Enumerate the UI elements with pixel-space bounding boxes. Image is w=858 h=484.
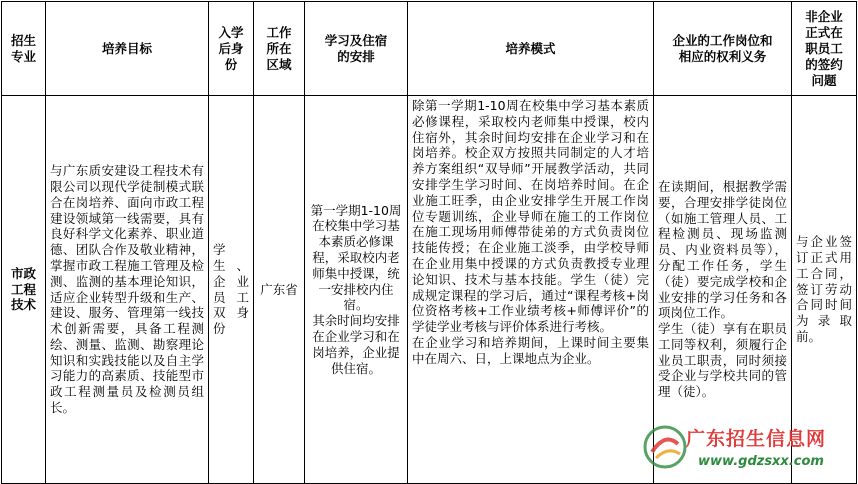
- cell-area: 广东省: [254, 96, 305, 484]
- header-area: 工作 所在 区域: [254, 2, 305, 96]
- watermark-brand: 广东招生信息网: [686, 428, 827, 450]
- header-major: 招生 专业: [2, 2, 46, 96]
- watermark-logo-icon: [642, 424, 688, 470]
- cell-mode: 除第一学期1-10周在校集中学习基本素质必修课程，采取校内老师集中授课，校内住宿外，其余时间均安排在企业学习和在岗培养。校企双方按照共同制定的人才培养方案组织“双导师”开展教学活动，共同安排学生学习时间、在岗培养时间。在企业施工旺季，由企业安排学生开展工作岗位专题训练，企业导师在施工的工作岗位在施工现场用师傅带徒弟的方式负责岗位技能传授；在企业施工淡季，由学校导师在企业用集中授课的方式负责教授专业理论知识、技术与基本技能。学生（徒）完成规定课程的学习后，通过“课程考核+岗位资格考核+工作业绩考核+师傅评价”的学徒学业考核与评价体系进行考核。 在企业学习和培养期间，上课时间主要集中在周六、日，上课地点为企业。: [408, 96, 654, 484]
- header-row: [2, 2, 857, 96]
- cell-goal: 与广东质安建设工程技术有限公司以现代学徒制模式联合在岗培养、面向市政工程建设领域第一线需要，具有良好科学文化素养、职业道德、团队合作及敬业精神，掌握市政工程施工管理及检测、监测的基本理论知识，适应企业转型升级和生产、建设、服务、管理第一线技术创新需要，具备工程测绘、测量、监测、勘察理论知识和实践技能以及自主学习能力的高素质、技能型市政工程测量员及检测员组长。: [46, 96, 209, 484]
- enrollment-table: [1, 1, 857, 484]
- header-rights: 企业的工作岗位和 相应的权利义务: [654, 2, 792, 96]
- cell-major: 市政 工程 技术: [2, 96, 46, 484]
- header-contract: 非企业 正式在 职员工 的签约 问题: [792, 2, 857, 96]
- cell-arrangement: 第一学期1-10周在校集中学习基本素质必修课程，采取校内老师集中授课，统一安排校内住宿。 其余时间均安排在企业学习和在岗培养，企业提供住宿。: [305, 96, 408, 484]
- cell-identity: 学生、企业员工双身份: [209, 96, 254, 484]
- header-goal: 培养目标: [46, 2, 209, 96]
- cell-contract: 与企业签订正式用工合同，签订劳动合同时间为录取前。: [792, 96, 857, 484]
- header-identity: 入学 后身 份: [209, 2, 254, 96]
- cell-rights: 在读期间，根据教学需要，合理安排学徒岗位（如施工管理人员、工程检测员、现场监测员、内业资料员等），分配工作任务，学生（徒）要完成学校和企业安排的学习任务和各项岗位工作。 学生（徒）享有在职员工同等权利，须履行企业员工职责，同时须接受企业与学校共同的管理（徒）。: [654, 96, 792, 484]
- watermark-url: www.gdzsxx.com: [698, 454, 824, 469]
- header-arrangement: 学习及住宿 的安排: [305, 2, 408, 96]
- watermark: [638, 418, 858, 482]
- header-mode: 培养模式: [408, 2, 654, 96]
